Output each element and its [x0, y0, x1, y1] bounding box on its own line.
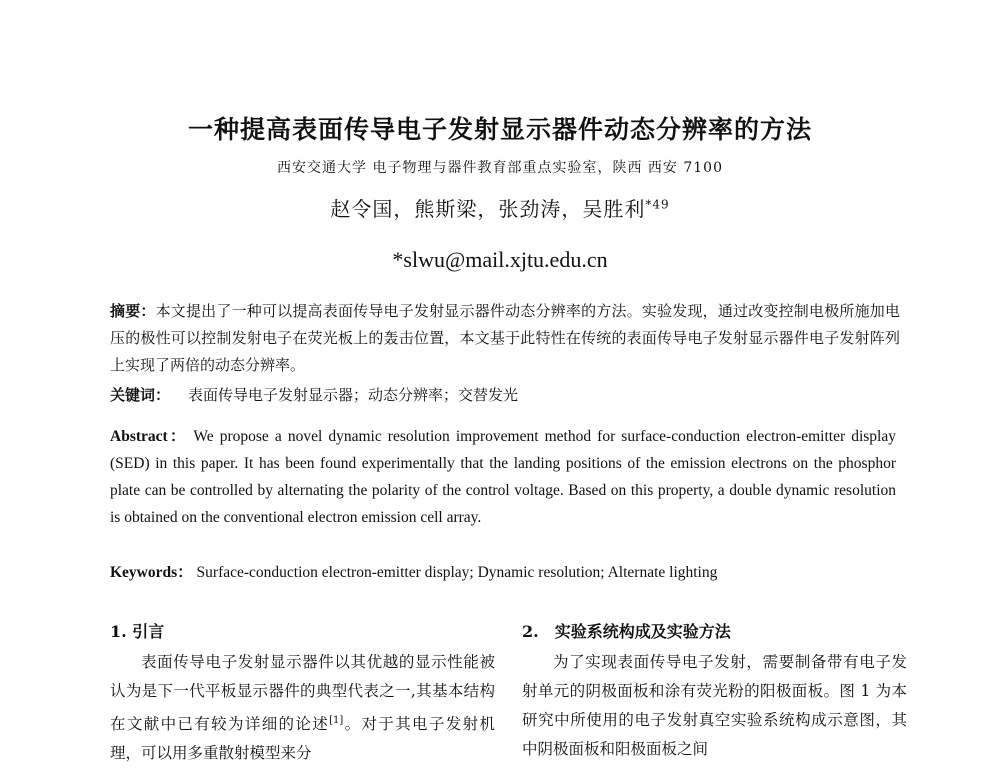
authors — [0, 193, 1000, 222]
keywords-cn — [110, 383, 900, 407]
section-2-body: 为了实现表面传导电子发射，需要制备带有电子发射单元的阴极面板和涂有荧光粉的阳极面板。图 1 为本研究中所使用的电子发射真空实验系统构成示意图，其中阴极面板和阳极面板之间 — [522, 653, 907, 758]
keywords-cn-text: 表面传导电子发射显示器；动态分辨率；交替发光 — [188, 386, 519, 404]
keywords-cn-label: 关键词： — [110, 386, 171, 404]
section-1-text-continued: 。对于其电子发射机理，可以用多重散射模型来分 — [110, 715, 495, 763]
section-2-heading: 2. 实验系统构成及实验方法 — [522, 622, 731, 641]
citation-ref: [1] — [329, 715, 344, 726]
author-names: 赵令国，熊斯梁，张劲涛，吴胜利 — [330, 197, 646, 221]
keywords-en-label: Keywords： — [110, 564, 193, 581]
abstract-cn-text: 本文提出了一种可以提高表面传导电子发射显示器件动态分辨率的方法。实验发现，通过改变控制电极所施加电压的极性可以控制发射电子在荧光板上的轰击位置，本文基于此特性在传统的表面传导电子发射显示器件电子发射阵列上实现了两倍的动态分辨率。 — [110, 302, 900, 374]
affiliation: 西安交通大学 电子物理与器件教育部重点实验室，陕西 西安 7100 — [277, 160, 723, 176]
paper-title: 一种提高表面传导电子发射显示器件动态分辨率的方法 — [187, 115, 812, 144]
author-superscript: *49 — [645, 197, 670, 212]
section-1-heading: 1. 引言 — [110, 622, 165, 641]
abstract-cn — [110, 298, 900, 379]
section-1-body — [110, 648, 495, 768]
abstract-en — [110, 423, 896, 531]
section-experiment — [522, 620, 907, 764]
keywords-en — [110, 560, 900, 586]
section-1-text: 表面传导电子发射显示器件以其优越的显示性能被认为是下一代平板显示器件的典型代表之一,其基本结构在文献中已有较为详细的论述 — [110, 653, 495, 734]
keywords-en-text: Surface-conduction electron-emitter display; Dynamic resolution; Alternate lighting — [196, 564, 718, 581]
abstract-en-label: Abstract： — [110, 428, 188, 445]
section-introduction — [110, 620, 495, 768]
abstract-cn-label: 摘要： — [110, 302, 156, 320]
corresponding-email: *slwu@mail.xjtu.edu.cn — [392, 247, 608, 272]
abstract-en-text: We propose a novel dynamic resolution improvement method for surface-conduction electron-emitter display (SED) in this paper. It has been found experimentally that the landing positions of the emission electrons on the phosphor plate can be controlled by alternating the polarity of the control voltage. Based on this property, a double dynamic resolution is obtained on the conventional electron emission cell array. — [110, 428, 896, 526]
